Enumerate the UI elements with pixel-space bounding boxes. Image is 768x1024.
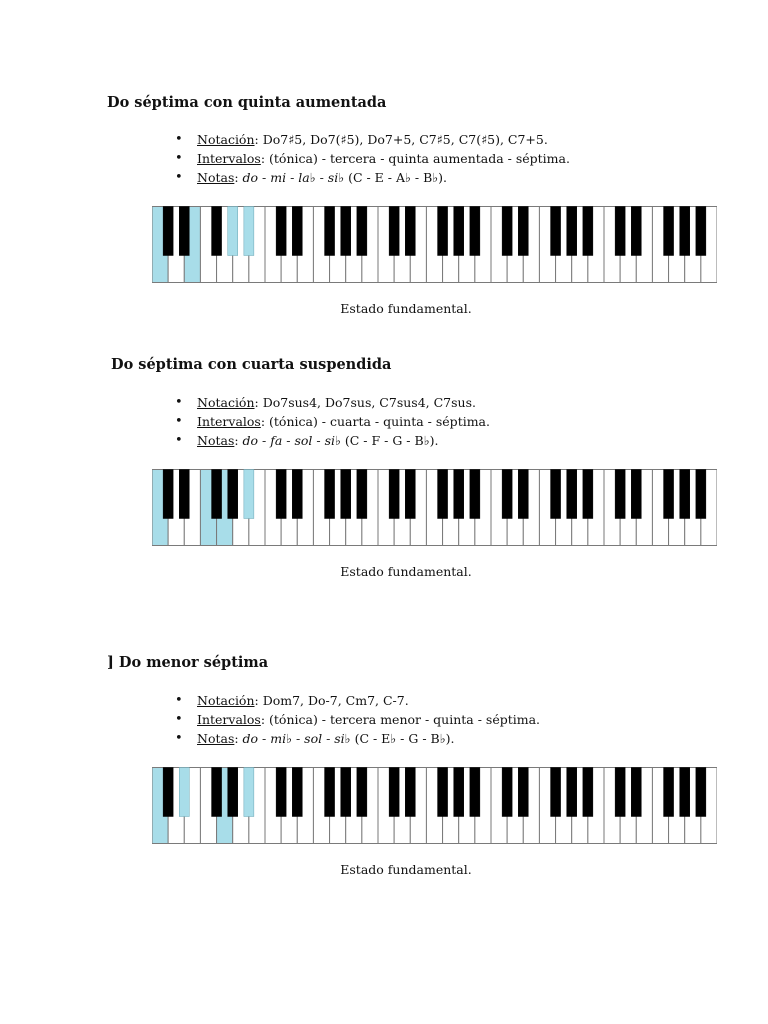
piano-black-key xyxy=(389,207,399,256)
piano-black-key xyxy=(680,470,690,519)
notes-label: Notas xyxy=(197,731,235,746)
piano-black-key xyxy=(163,470,173,519)
piano-black-key xyxy=(212,470,222,519)
notation-value: : Do7sus4, Do7sus, C7sus4, C7sus. xyxy=(254,395,476,410)
piano-black-key xyxy=(615,207,625,256)
piano-black-key xyxy=(631,207,641,256)
notes-letters: (C - E♭ - G - B♭). xyxy=(350,731,455,746)
piano-black-key xyxy=(163,768,173,817)
piano-black-key xyxy=(389,470,399,519)
piano-black-key xyxy=(502,470,512,519)
piano-black-key xyxy=(244,768,254,817)
piano-black-key xyxy=(438,207,448,256)
piano-black-key xyxy=(438,768,448,817)
notation-label: Notación xyxy=(197,693,255,708)
notes-separator: : xyxy=(234,170,243,185)
piano-black-key xyxy=(212,207,222,256)
piano-black-key xyxy=(163,207,173,256)
intervals-item xyxy=(175,710,540,729)
notes-item xyxy=(175,168,570,187)
piano-black-key xyxy=(551,470,561,519)
notes-solfege: do - mi - la♭ - si♭ xyxy=(242,170,345,185)
intervals-item xyxy=(175,149,570,168)
piano-black-key xyxy=(292,470,302,519)
piano-black-key xyxy=(212,768,222,817)
notes-label: Notas xyxy=(197,170,235,185)
piano-black-key xyxy=(631,768,641,817)
piano-black-key xyxy=(389,768,399,817)
intervals-value: : (tónica) - cuarta - quinta - séptima. xyxy=(260,414,490,429)
piano-black-key xyxy=(454,768,464,817)
piano-black-key xyxy=(502,207,512,256)
notes-item xyxy=(175,729,540,748)
piano-black-key xyxy=(567,207,577,256)
piano-black-key xyxy=(696,768,706,817)
piano-keyboard-min7 xyxy=(152,767,717,844)
piano-black-key xyxy=(615,470,625,519)
piano-black-key xyxy=(680,207,690,256)
notes-separator: : xyxy=(234,433,243,448)
piano-black-key xyxy=(502,768,512,817)
piano-black-key xyxy=(631,470,641,519)
intervals-label: Intervalos xyxy=(197,151,261,166)
section-title-aug7: Do séptima con quinta aumentada xyxy=(107,94,387,111)
piano-black-key xyxy=(405,207,415,256)
piano-black-key xyxy=(551,768,561,817)
notation-label: Notación xyxy=(197,395,255,410)
intervals-value: : (tónica) - tercera - quinta aumentada - séptima. xyxy=(260,151,570,166)
notation-item xyxy=(175,691,540,710)
chord-info-list-aug7 xyxy=(175,130,570,187)
piano-black-key xyxy=(228,768,238,817)
piano-black-key xyxy=(244,470,254,519)
piano-black-key xyxy=(664,207,674,256)
piano-black-key xyxy=(438,470,448,519)
intervals-value: : (tónica) - tercera menor - quinta - séptima. xyxy=(260,712,541,727)
piano-black-key xyxy=(664,768,674,817)
piano-black-key xyxy=(583,470,593,519)
piano-black-key xyxy=(696,207,706,256)
piano-black-key xyxy=(680,768,690,817)
piano-black-key xyxy=(405,470,415,519)
piano-black-key xyxy=(179,768,189,817)
piano-black-key xyxy=(325,768,335,817)
piano-black-key xyxy=(518,207,528,256)
piano-black-key xyxy=(276,207,286,256)
section-title-min7: ] Do menor séptima xyxy=(107,654,269,671)
chord-info-list-min7 xyxy=(175,691,540,748)
piano-black-key xyxy=(341,768,351,817)
notes-solfege: do - fa - sol - si♭ xyxy=(242,433,341,448)
piano-black-key xyxy=(615,768,625,817)
intervals-label: Intervalos xyxy=(197,414,261,429)
piano-black-key xyxy=(518,768,528,817)
notes-solfege: do - mi♭ - sol - si♭ xyxy=(242,731,351,746)
piano-keyboard-aug7 xyxy=(152,206,717,283)
notation-label: Notación xyxy=(197,132,255,147)
caption-sus4: Estado fundamental. xyxy=(340,564,472,579)
piano-keyboard-sus4 xyxy=(152,469,717,546)
piano-black-key xyxy=(567,768,577,817)
piano-black-key xyxy=(179,470,189,519)
caption-min7: Estado fundamental. xyxy=(340,862,472,877)
piano-black-key xyxy=(228,207,238,256)
caption-aug7: Estado fundamental. xyxy=(340,301,472,316)
notation-item xyxy=(175,393,490,412)
piano-black-key xyxy=(179,207,189,256)
piano-black-key xyxy=(470,470,480,519)
intervals-label: Intervalos xyxy=(197,712,261,727)
piano-black-key xyxy=(276,768,286,817)
piano-black-key xyxy=(470,207,480,256)
piano-black-key xyxy=(325,207,335,256)
piano-black-key xyxy=(551,207,561,256)
piano-black-key xyxy=(470,768,480,817)
piano-black-key xyxy=(228,470,238,519)
piano-black-key xyxy=(276,470,286,519)
notation-item xyxy=(175,130,570,149)
piano-black-key xyxy=(454,470,464,519)
piano-black-key xyxy=(405,768,415,817)
piano-black-key xyxy=(518,470,528,519)
piano-black-key xyxy=(357,768,367,817)
notes-item xyxy=(175,431,490,450)
notes-label: Notas xyxy=(197,433,235,448)
intervals-item xyxy=(175,412,490,431)
piano-black-key xyxy=(341,207,351,256)
piano-black-key xyxy=(664,470,674,519)
piano-black-key xyxy=(325,470,335,519)
piano-black-key xyxy=(292,768,302,817)
notes-separator: : xyxy=(234,731,243,746)
piano-black-key xyxy=(696,470,706,519)
notes-letters: (C - E - A♭ - B♭). xyxy=(344,170,447,185)
piano-black-key xyxy=(244,207,254,256)
piano-black-key xyxy=(454,207,464,256)
notation-value: : Dom7, Do-7, Cm7, C-7. xyxy=(254,693,409,708)
notes-letters: (C - F - G - B♭). xyxy=(340,433,439,448)
piano-black-key xyxy=(567,470,577,519)
piano-black-key xyxy=(292,207,302,256)
notation-value: : Do7♯5, Do7(♯5), Do7+5, C7♯5, C7(♯5), C7+5. xyxy=(254,132,548,147)
piano-black-key xyxy=(583,768,593,817)
piano-black-key xyxy=(583,207,593,256)
piano-black-key xyxy=(357,470,367,519)
piano-black-key xyxy=(341,470,351,519)
chord-info-list-sus4 xyxy=(175,393,490,450)
section-title-sus4: Do séptima con cuarta suspendida xyxy=(111,356,392,373)
piano-black-key xyxy=(357,207,367,256)
